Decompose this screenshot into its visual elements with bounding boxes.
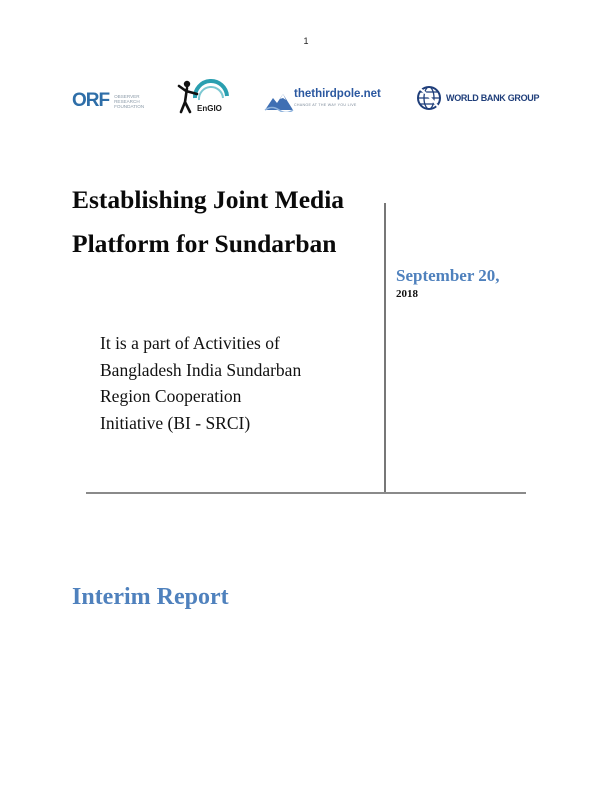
world-bank-logo xyxy=(416,84,539,112)
document-title xyxy=(72,178,382,266)
title-line-2: Platform for Sundarban xyxy=(72,229,337,258)
engio-logo-text: EnGIO xyxy=(197,104,222,113)
orf-logo-mark: ORF xyxy=(72,90,110,111)
thethirdpole-logo xyxy=(264,88,402,118)
description-line: Bangladesh India Sundarban xyxy=(100,359,302,380)
report-type-heading: Interim Report xyxy=(72,584,229,610)
description-line: Initiative (BI - SRCI) xyxy=(100,412,251,433)
date-year: 2018 xyxy=(396,288,418,300)
title-line-1: Establishing Joint Media xyxy=(72,185,345,214)
orf-logo xyxy=(72,90,154,112)
world-bank-name: WORLD BANK GROUP xyxy=(446,93,540,103)
thethirdpole-name: thethirdpole.net xyxy=(294,88,381,100)
date-month-day: September 20, xyxy=(396,266,500,285)
description xyxy=(100,330,360,436)
thethirdpole-tagline: CHANGE AT THE WAY YOU LIVE xyxy=(294,103,357,107)
description-line: It is a part of Activities of xyxy=(100,333,280,353)
page-number: 1 xyxy=(303,36,309,46)
engio-logo xyxy=(175,76,233,120)
vertical-divider xyxy=(384,203,386,494)
horizontal-divider xyxy=(86,492,526,494)
globe-icon xyxy=(416,85,442,111)
orf-logo-subtitle: OBSERVER RESEARCH FOUNDATION xyxy=(114,93,145,109)
engio-figure-icon xyxy=(175,76,233,120)
logo-strip xyxy=(0,76,612,122)
description-line: Region Cooperation xyxy=(100,386,242,406)
mountain-icon xyxy=(264,90,294,112)
